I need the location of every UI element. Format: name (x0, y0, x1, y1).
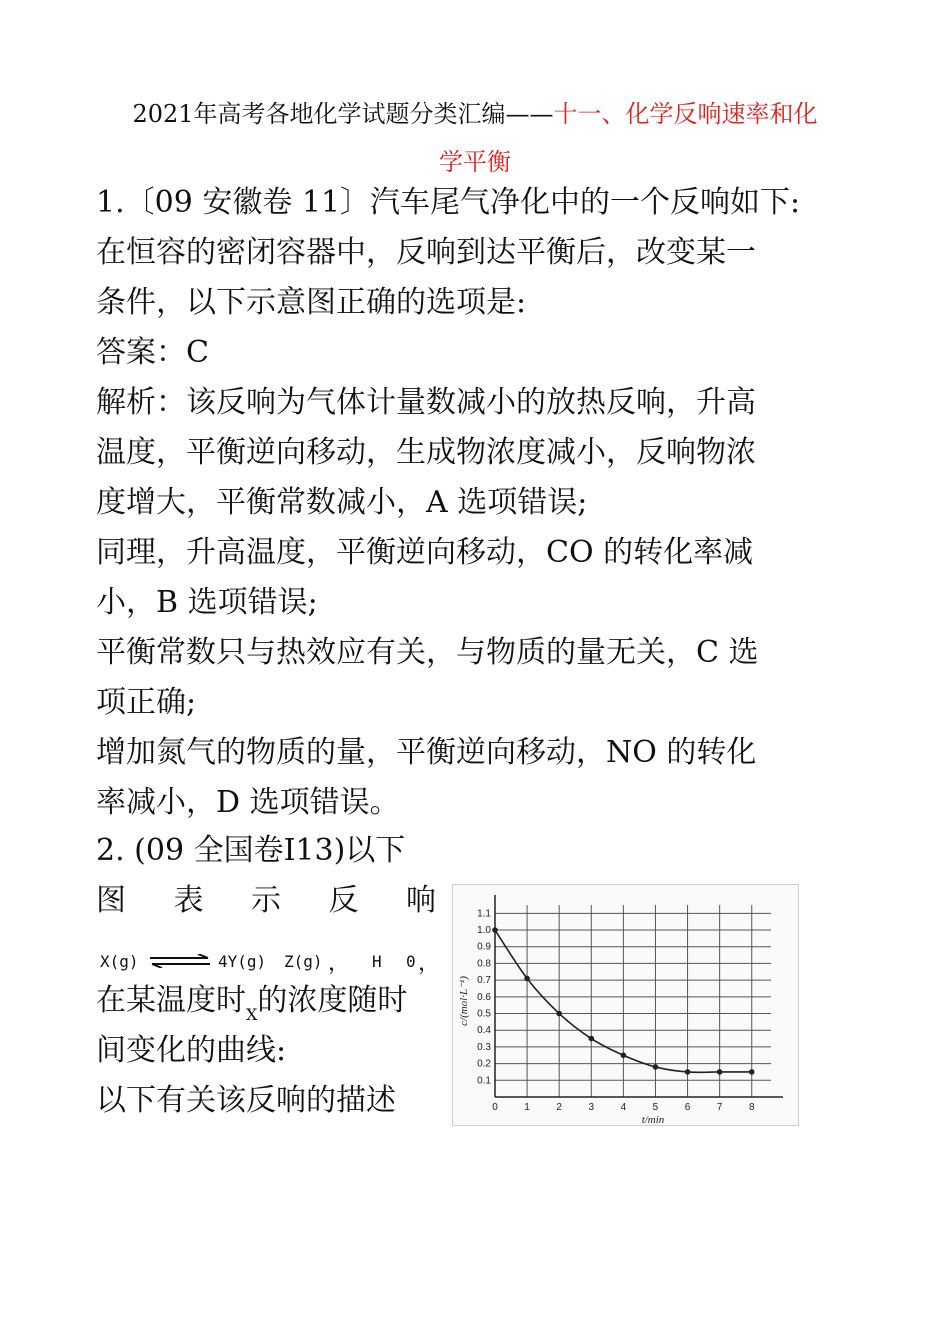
title-line-1 (0, 90, 950, 138)
data-point (749, 1069, 755, 1075)
q2-spread-line (96, 876, 436, 926)
eq-reactant: X(g) (100, 952, 139, 971)
q1-line: 温度，平衡逆向移动，生成物浓度减小，反响物浓 (96, 435, 756, 470)
x-tick-label: 0 (492, 1102, 498, 1113)
data-point (524, 976, 530, 982)
title-line-2: 学平衡 (439, 148, 511, 176)
data-point (588, 1036, 594, 1042)
q2-char: 图 (96, 883, 126, 918)
q2-line: 间变化的曲线: (96, 1033, 287, 1068)
y-tick-label: 0.3 (477, 1041, 491, 1053)
title-red-part: 十一、化学反响速率和化 (553, 100, 818, 128)
y-tick-label: 0.1 (477, 1075, 491, 1087)
y-tick-label: 1.1 (477, 908, 491, 920)
data-point (653, 1064, 659, 1070)
eq-product-y: 4Y(g) (218, 952, 267, 971)
y-tick-label: 0.4 (477, 1025, 491, 1037)
q1-line: 在恒容的密闭容器中，反响到达平衡后，改变某一 (96, 235, 756, 270)
x-tick-label: 4 (620, 1102, 627, 1113)
q2-char: 反 (328, 883, 359, 918)
x-tick-label: 1 (524, 1102, 530, 1113)
document-title (0, 90, 950, 186)
y-tick-label: 0.8 (477, 958, 491, 970)
eq-comma: ， (328, 951, 351, 976)
x-axis-label: t/min (641, 1114, 665, 1125)
eq-product-z: Z(g) (284, 952, 323, 971)
eq-comma: ， (418, 951, 441, 976)
x-tick-label: 8 (748, 1102, 755, 1113)
y-tick-label: 0.6 (477, 991, 491, 1003)
x-tick-label: 6 (684, 1102, 691, 1113)
q2-line-text: 的浓度随时 (257, 983, 408, 1018)
title-black-part: 2021年高考各地化学试题分类汇编—— (132, 100, 554, 128)
q2-line-text: 在某温度时 (96, 983, 246, 1018)
chart-svg (453, 885, 798, 1125)
q2-subscript: X (246, 1005, 258, 1024)
q1-line: 小，B 选项错误; (96, 585, 318, 620)
q1-line: 项正确; (96, 685, 197, 720)
q2-heading: 2. (09 全国卷Ⅰ13)以下 (96, 833, 406, 868)
x-tick-label: 7 (716, 1102, 723, 1113)
q2-line: 以下有关该反响的描述 (96, 1083, 396, 1118)
data-point (621, 1052, 627, 1058)
q1-line: 平衡常数只与热效应有关，与物质的量无关，C 选 (96, 635, 759, 670)
eq-enthalpy-h: H (372, 952, 382, 971)
y-tick-label: 0.5 (477, 1008, 491, 1020)
q2-char: 表 (173, 883, 204, 918)
data-point (556, 1011, 562, 1017)
q1-line: 度增大，平衡常数减小，A 选项错误; (96, 485, 588, 520)
x-tick-label: 5 (652, 1102, 659, 1113)
data-point (492, 927, 498, 933)
q1-line: 条件，以下示意图正确的选项是: (96, 285, 527, 320)
q1-line: 增加氮气的物质的量，平衡逆向移动，NO 的转化 (96, 735, 757, 770)
equilibrium-arrow-icon (148, 954, 212, 968)
question-1 (96, 178, 816, 828)
q2-char: 示 (251, 883, 281, 918)
y-axis-label: c/(mol·L⁻¹) (458, 976, 470, 1026)
q1-line: 解析：该反响为气体计量数减小的放热反响，升高 (96, 385, 756, 420)
q1-answer: 答案：C (96, 335, 209, 370)
x-tick-label: 3 (588, 1102, 595, 1113)
data-point (717, 1069, 723, 1075)
y-tick-label: 0.7 (477, 975, 491, 987)
q2-char: 响 (406, 883, 436, 918)
y-tick-label: 0.9 (477, 941, 491, 953)
data-point (685, 1069, 691, 1075)
x-tick-label: 2 (556, 1102, 562, 1113)
q1-line: 率减小，D 选项错误。 (96, 785, 400, 820)
concentration-chart (452, 884, 799, 1126)
y-tick-label: 0.2 (477, 1058, 491, 1070)
eq-enthalpy-value: 0 (406, 952, 416, 971)
y-tick-label: 1.0 (477, 925, 491, 937)
q1-line: 同理，升高温度，平衡逆向移动，CO 的转化率减 (96, 535, 754, 570)
q1-line: 1.〔09 安徽卷 11〕汽车尾气净化中的一个反响如下: (96, 185, 801, 220)
